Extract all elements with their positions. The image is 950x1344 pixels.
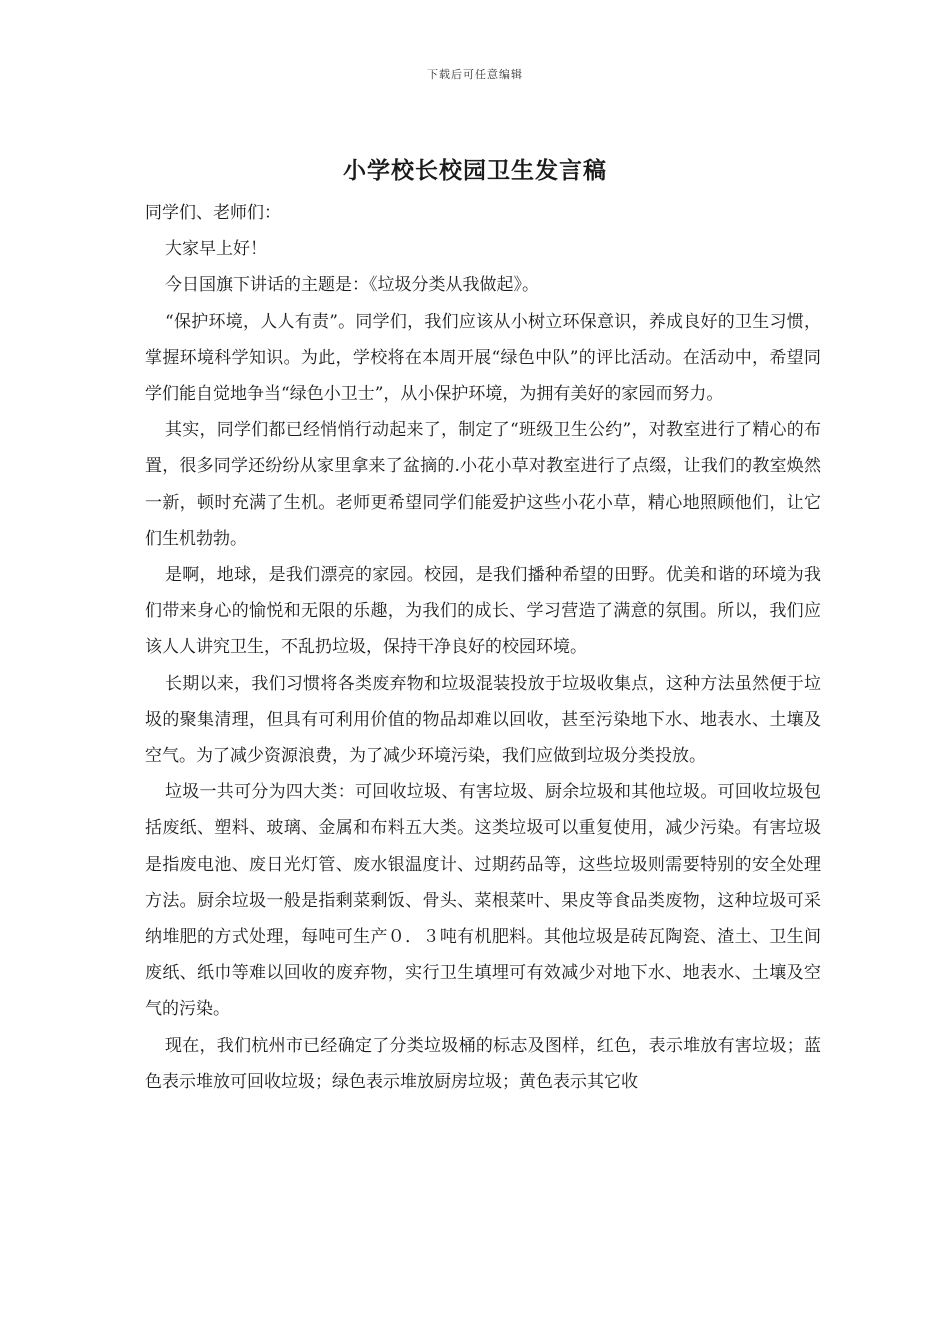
paragraph-topic: 今日国旗下讲话的主题是：《垃圾分类从我做起》。 — [165, 275, 539, 296]
page-header-note: 下载后可任意编辑 — [427, 68, 523, 81]
paragraph-garbage-types: 垃圾一共可分为四大类：可回收垃圾、有害垃圾、厨余垃圾和其他垃圾。可回收垃圾包括废纸、塑料、玻璃、金属和布料五大类。这类垃圾可以重复使用，减少污染。有害垃圾是指废电池、废日光灯管、废水银温度计、过期药品等，这些垃圾则需要特别的安全处理方法。厨余垃圾一般是指剩菜剩饭、骨头、菜根菜叶、果皮等食品类废物，这种垃圾可采纳堆肥的方式处理，每吨可生产０．３吨有机肥料。其他垃圾是砖瓦陶瓷、渣土、卫生间废纸、纸巾等难以回收的废弃物，实行卫生填埋可有效减少对地下水、地表水、土壤及空气的污染。 — [145, 782, 821, 1020]
document-title: 小学校长校园卫生发言稿 — [343, 157, 607, 184]
paragraph-campus: 是啊，地球，是我们漂亮的家园。校园，是我们播种希望的田野。优美和谐的环境为我们带来身心的愉悦和无限的乐趣，为我们的成长、学习营造了满意的氛围。所以，我们应该人人讲究卫生，不乱扔垃圾，保持干净良好的校园环境。 — [145, 565, 821, 658]
document-body — [145, 195, 821, 1100]
paragraph-greeting: 大家早上好！ — [165, 239, 267, 260]
paragraph-sorting-reason: 长期以来，我们习惯将各类废弃物和垃圾混装投放于垃圾收集点，这种方法虽然便于垃圾的聚集清理，但具有可利用价值的物品却难以回收，甚至污染地下水、地表水、土壤及空气。为了减少资源浪费，为了减少环境污染，我们应做到垃圾分类投放。 — [145, 673, 821, 767]
paragraph-classroom: 其实，同学们都已经悄悄行动起来了，制定了“班级卫生公约”，对教室进行了精心的布置，很多同学还纷纷从家里拿来了盆摘的.小花小草对教室进行了点缀，让我们的教室焕然一新，顿时充满了生机。老师更希望同学们能爱护这些小花小草，精心地照顾他们，让它们生机勃勃。 — [145, 420, 821, 549]
paragraph-environment: “保护环境，人人有责”。同学们，我们应该从小树立环保意识，养成良好的卫生习惯，掌握环境科学知识。为此，学校将在本周开展“绿色中队”的评比活动。在活动中，希望同学们能自觉地争当“绿色小卫士”，从小保护环境，为拥有美好的家园而努力。 — [145, 311, 821, 405]
salutation: 同学们、老师们： — [145, 203, 281, 223]
paragraph-bin-colors: 现在，我们杭州市已经确定了分类垃圾桶的标志及图样，红色，表示堆放有害垃圾；蓝色表示堆放可回收垃圾；绿色表示堆放厨房垃圾；黄色表示其它收 — [145, 1035, 821, 1092]
